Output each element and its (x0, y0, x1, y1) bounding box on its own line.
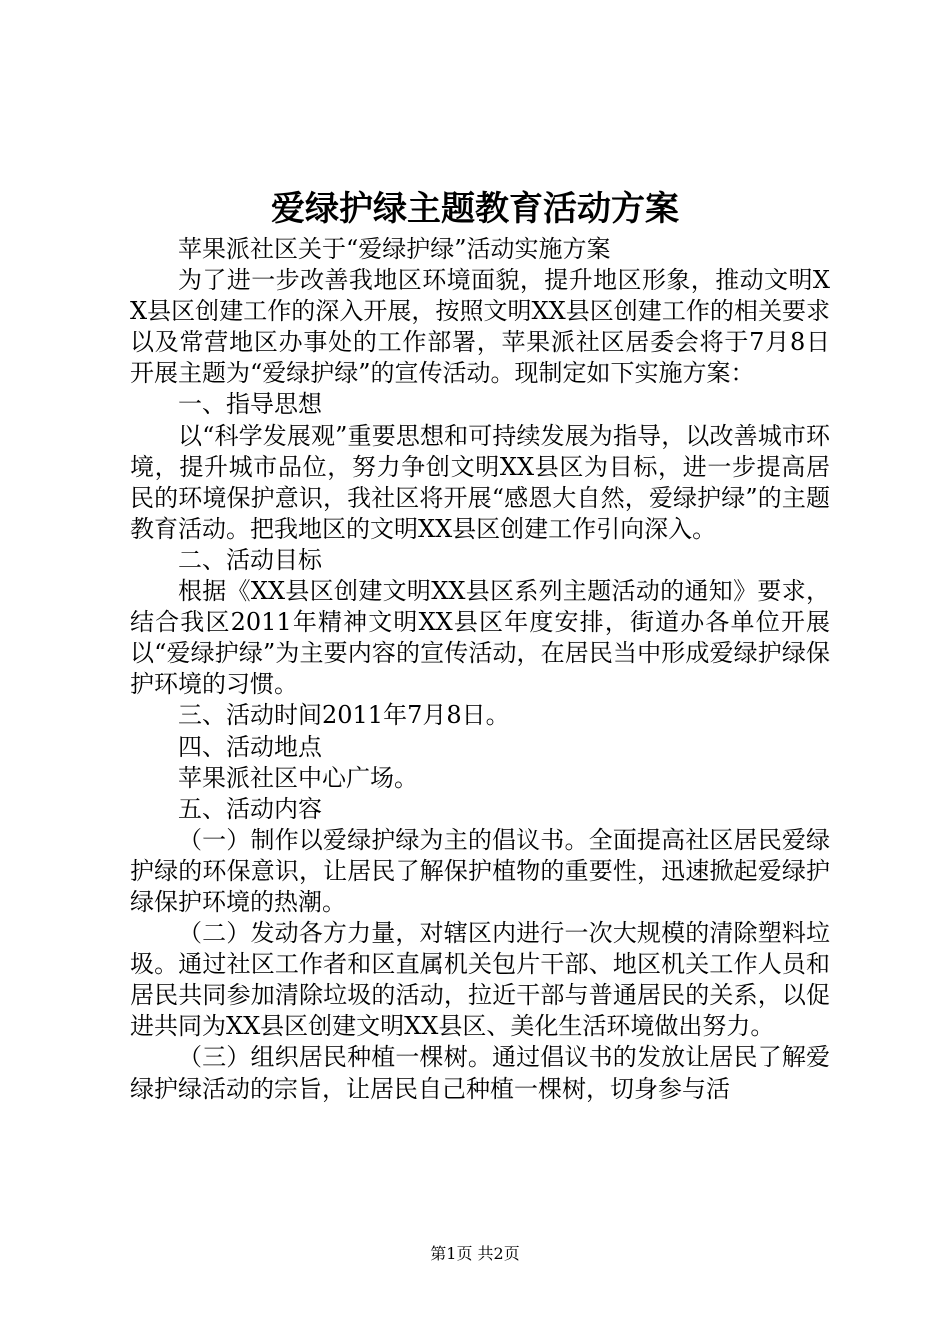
document-title: 爱绿护绿主题教育活动方案 (271, 189, 679, 229)
section-heading-activity-content: 五、活动内容 (178, 794, 322, 823)
section-heading-activity-location: 四、活动地点 (178, 732, 322, 761)
page-number-footer: 第1页 共2页 (430, 1244, 520, 1263)
document-body (130, 234, 830, 1105)
section-heading-activity-goal: 二、活动目标 (178, 545, 322, 574)
content-item-3-paragraph: （三）组织居民种植一棵树。通过倡议书的发放让居民了解爱绿护绿活动的宗旨，让居民自己种植一棵树，切身参与活 (130, 1043, 830, 1103)
subtitle-paragraph: 苹果派社区关于“爱绿护绿”活动实施方案 (178, 235, 611, 263)
section-heading-guiding-thought: 一、指导思想 (178, 390, 322, 419)
content-item-2-paragraph: （二）发动各方力量，对辖区内进行一次大规模的清除塑料垃圾。通过社区工作者和区直属机关包片干部、地区机关工作人员和居民共同参加清除垃圾的活动，拉近干部与普通居民的关系，以促进共同为XX县区创建文明XX县区、美化生活环境做出努力。 (130, 919, 830, 1041)
activity-location-paragraph: 苹果派社区中心广场。 (178, 763, 418, 792)
section-heading-activity-time: 三、活动时间2011年7月8日。 (178, 701, 510, 730)
content-item-1-paragraph: （一）制作以爱绿护绿为主的倡议书。全面提高社区居民爱绿护绿的环保意识，让居民了解保护植物的重要性，迅速掀起爱绿护绿保护环境的热潮。 (130, 825, 830, 916)
guiding-thought-paragraph: 以“科学发展观”重要思想和可持续发展为指导，以改善城市环境，提升城市品位，努力争创文明XX县区为目标，进一步提高居民的环境保护意识，我社区将开展“感恩大自然，爱绿护绿”的主题教育活动。把我地区的文明XX县区创建工作引向深入。 (130, 421, 830, 543)
activity-goal-paragraph: 根据《XX县区创建文明XX县区系列主题活动的通知》要求，结合我区2011年精神文明XX县区年度安排，街道办各单位开展以“爱绿护绿”为主要内容的宣传活动，在居民当中形成爱绿护绿保护环境的习惯。 (130, 577, 830, 699)
intro-paragraph: 为了进一步改善我地区环境面貌，提升地区形象，推动文明XX县区创建工作的深入开展，按照文明XX县区创建工作的相关要求以及常营地区办事处的工作部署，苹果派社区居委会将于7月8日开展主题为“爱绿护绿”的宣传活动。现制定如下实施方案： (130, 266, 830, 388)
